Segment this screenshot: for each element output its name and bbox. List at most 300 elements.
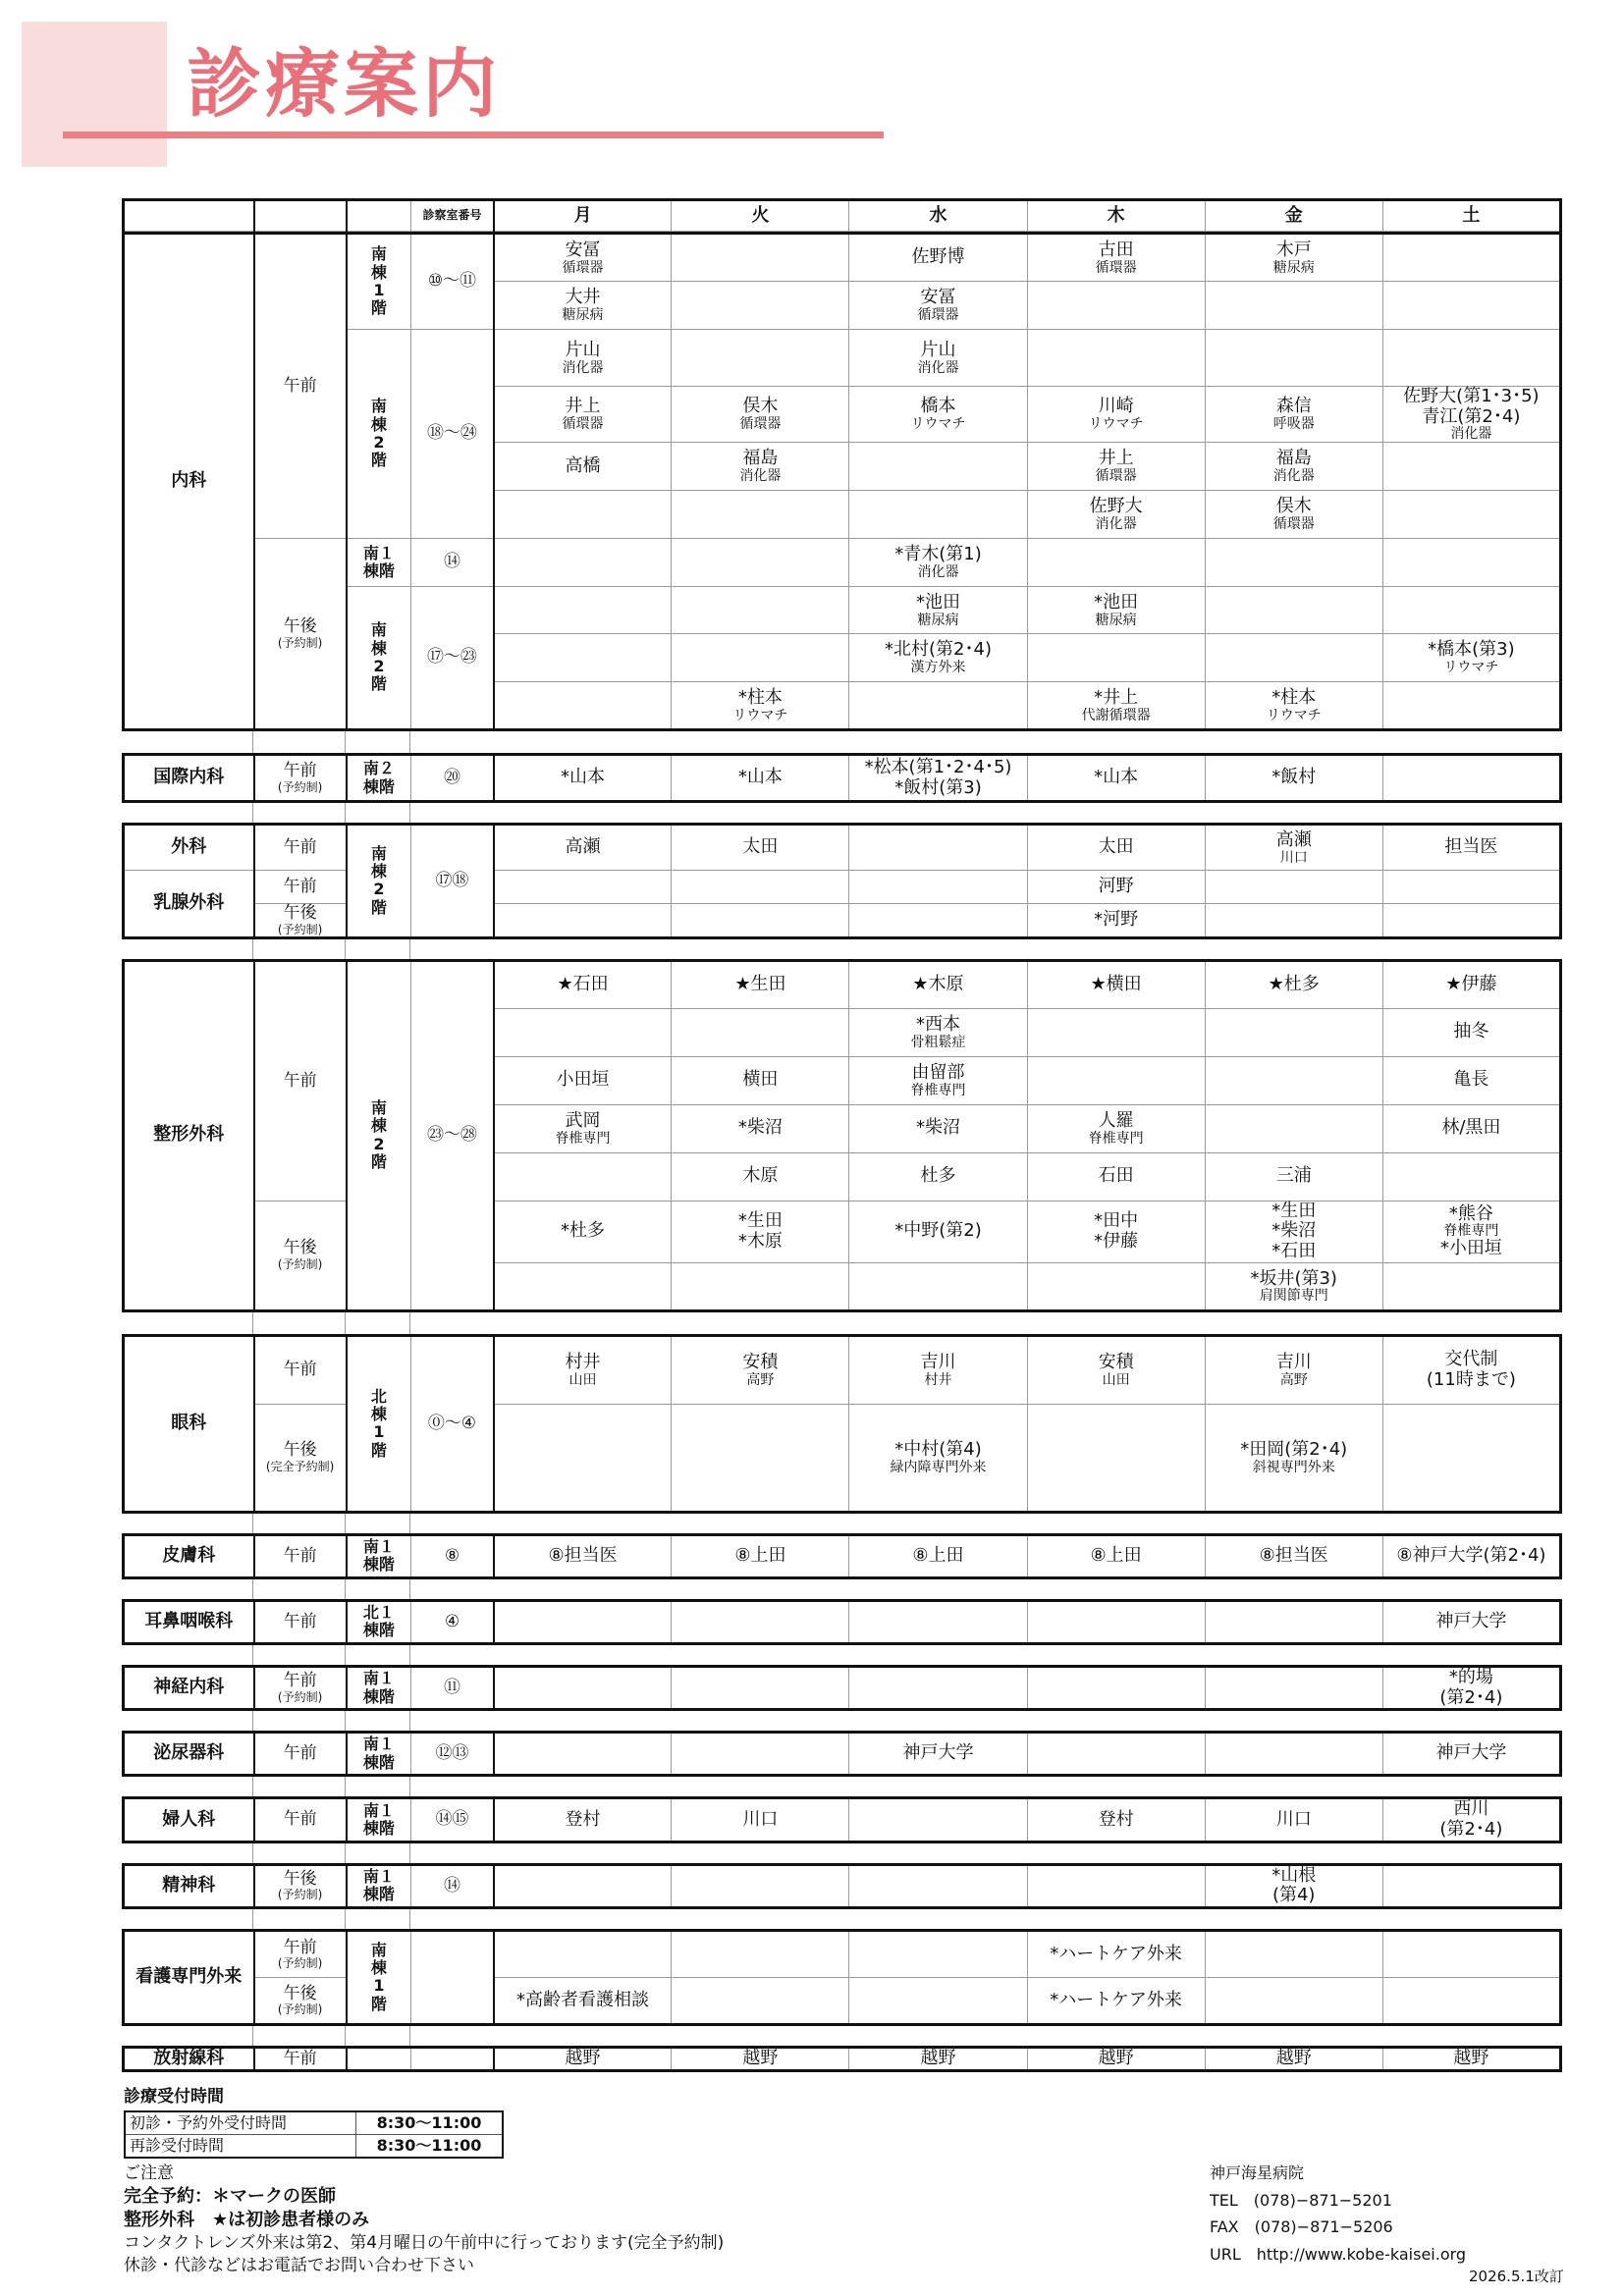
doctor-name: *伊藤 <box>1094 1230 1139 1252</box>
schedule-cell <box>494 234 672 282</box>
session-label: 午前 <box>283 1545 317 1566</box>
schedule-cell <box>1027 1008 1205 1056</box>
gap-line <box>409 2026 410 2046</box>
session-time <box>254 1600 347 1643</box>
schedule-cell <box>1027 1864 1205 1907</box>
doctor-name: *西本 <box>915 1014 960 1036</box>
schedule-cell <box>672 1600 849 1643</box>
session-label: 午前 <box>283 876 317 896</box>
department-block <box>122 1796 1562 1842</box>
doctor-name: *ハートケア外来 <box>1050 1989 1182 2010</box>
doctor-name: *柱本 <box>737 686 783 708</box>
doctor-name: 糖尿病 <box>562 307 604 323</box>
doctor-name: リウマチ <box>1266 707 1322 723</box>
table-gap <box>122 2026 1562 2046</box>
session-note: (予約制) <box>277 635 323 650</box>
schedule-cell <box>672 634 849 682</box>
building-label: 南１ 棟階 <box>362 1669 395 1706</box>
doctor-name: リウマチ <box>732 707 788 723</box>
table-gap <box>122 1579 1562 1599</box>
department-name: 看護専門外来 <box>124 1930 254 2024</box>
day-header-1: 火 <box>672 200 849 232</box>
doctor-name: 安積 <box>1098 1352 1134 1373</box>
schedule-cell <box>672 491 849 539</box>
gap-line <box>409 1843 410 1863</box>
schedule-cell <box>494 539 672 587</box>
day-header-5: 土 <box>1382 200 1560 232</box>
schedule-cell <box>494 587 672 634</box>
building-floor <box>347 2047 411 2070</box>
doctor-name: リウマチ <box>1088 416 1144 433</box>
schedule-cell <box>1027 904 1205 938</box>
table-gap <box>122 1645 1562 1665</box>
department-block <box>122 1599 1562 1645</box>
title-decoration <box>22 22 167 167</box>
schedule-cell <box>494 443 672 491</box>
gap-line <box>345 731 346 753</box>
building-label: 南 棟 1 階 <box>370 1940 387 2013</box>
doctor-name: *小田垣 <box>1439 1238 1502 1259</box>
schedule-cell <box>849 282 1027 330</box>
schedule-cell <box>1382 1335 1560 1404</box>
reception-value: 8:30〜11:00 <box>356 2134 504 2158</box>
doctor-name: 高野 <box>1279 1371 1308 1388</box>
session-time <box>254 871 347 904</box>
schedule-cell <box>672 1864 849 1907</box>
table-gap <box>122 731 1562 753</box>
doctor-name: 神戸大学 <box>1435 1611 1507 1632</box>
table-row <box>124 234 1561 282</box>
doctor-name: 片山 <box>565 339 601 360</box>
schedule-cell <box>494 871 672 904</box>
title-underline <box>63 132 884 138</box>
session-label: 午後 <box>283 1440 317 1461</box>
doctor-name: 川口 <box>1279 849 1308 866</box>
hospital-url[interactable]: URL http://www.kobe-kaisei.org <box>1210 2244 1467 2264</box>
doctor-name: 川崎 <box>1098 396 1134 417</box>
doctor-name: 高橋 <box>565 454 601 476</box>
schedule-cell <box>494 330 672 387</box>
doctor-name: (第2･4) <box>1439 1686 1503 1708</box>
schedule-cell <box>849 825 1027 871</box>
schedule-cell <box>494 1600 672 1643</box>
schedule-cell <box>1382 587 1560 634</box>
schedule-cell <box>1382 1152 1560 1201</box>
session-note: (予約制) <box>277 1257 323 1271</box>
note-contact-lens: コンタクトレンズ外来は第2、第4月曜日の午前中に行っております(完全予約制) <box>124 2233 725 2254</box>
doctor-name: *井上 <box>1094 686 1139 708</box>
schedule-cell <box>494 1798 672 1842</box>
doctor-name: ⑧担当医 <box>548 1545 618 1567</box>
doctor-name: ★杜多 <box>1268 973 1320 994</box>
header-blank <box>124 200 254 232</box>
gap-line <box>252 1777 253 1796</box>
schedule-cell <box>672 234 849 282</box>
department-name: 内科 <box>124 234 254 730</box>
schedule-cell <box>494 1930 672 1977</box>
table-gap <box>122 1514 1562 1533</box>
schedule-cell <box>849 1201 1027 1262</box>
doctor-name: *坂井(第3) <box>1250 1267 1337 1289</box>
schedule-cell <box>1205 1798 1382 1842</box>
schedule-cell <box>1205 1930 1382 1977</box>
gap-line <box>345 803 346 823</box>
table-gap <box>122 1711 1562 1731</box>
session-time <box>254 539 347 730</box>
table-row <box>124 1798 1561 1842</box>
doctor-name: 人羅 <box>1098 1110 1134 1132</box>
doctor-name: 佐野大 <box>1089 496 1143 517</box>
doctor-name: 消化器 <box>1095 516 1137 533</box>
doctor-name: (第2･4) <box>1439 1818 1503 1840</box>
schedule-cell <box>672 1008 849 1056</box>
session-note: (完全予約制) <box>265 1460 335 1474</box>
doctor-name: ★横田 <box>1090 973 1142 994</box>
session-time <box>254 1864 347 1907</box>
schedule-cell <box>1027 1534 1205 1577</box>
schedule-cell <box>1205 682 1382 730</box>
schedule-cell <box>1027 1201 1205 1262</box>
building-floor <box>347 587 411 730</box>
schedule-cell <box>1205 1864 1382 1907</box>
table-row <box>124 904 1561 938</box>
schedule-cell <box>1027 282 1205 330</box>
schedule-cell <box>849 330 1027 387</box>
schedule-cell <box>672 960 849 1008</box>
schedule-cell <box>1027 587 1205 634</box>
doctor-name: 井上 <box>565 396 601 417</box>
schedule-cell <box>849 234 1027 282</box>
table-row <box>124 960 1561 1008</box>
table-row <box>124 1930 1561 1977</box>
caution-label: ご注意 <box>124 2163 174 2183</box>
doctor-name: 安冨 <box>920 287 956 308</box>
schedule-cell <box>1027 539 1205 587</box>
doctor-name: 緑内障専門外来 <box>890 1459 987 1475</box>
schedule-cell <box>1027 1262 1205 1310</box>
schedule-cell <box>1382 491 1560 539</box>
revision-date: 2026.5.1改訂 <box>1469 2268 1564 2285</box>
session-time <box>254 960 347 1201</box>
schedule-cell <box>672 1201 849 1262</box>
session-note: (予約制) <box>277 2002 323 2017</box>
session-label: 午前 <box>283 1611 317 1631</box>
table-row <box>124 1335 1561 1404</box>
schedule-cell <box>494 1733 672 1776</box>
schedule-cell <box>672 1930 849 1977</box>
session-label: 午後 <box>283 1983 317 2003</box>
table-gap <box>122 1909 1562 1929</box>
doctor-name: 大井 <box>565 287 601 308</box>
schedule-cell <box>849 634 1027 682</box>
session-time <box>254 234 347 539</box>
schedule-cell <box>672 1056 849 1104</box>
doctor-name: 福島 <box>742 448 779 469</box>
schedule-cell <box>1205 1600 1382 1643</box>
session-label: 午前 <box>283 836 317 857</box>
doctor-name: 山田 <box>568 1371 597 1388</box>
session-time <box>254 1534 347 1577</box>
gap-line <box>345 939 346 959</box>
schedule-cell <box>1382 1056 1560 1104</box>
schedule-cell <box>1027 1733 1205 1776</box>
schedule-cell <box>494 1404 672 1512</box>
schedule-cell <box>1205 1152 1382 1201</box>
schedule-cell <box>849 1930 1027 1977</box>
building-label: 南 棟 2 階 <box>370 397 387 470</box>
doctor-name: *池田 <box>915 591 960 613</box>
doctor-name: 斜視専門外来 <box>1252 1459 1335 1475</box>
department-name: 乳腺外科 <box>124 871 254 938</box>
schedule-cell <box>1382 1930 1560 1977</box>
session-time <box>254 2047 347 2070</box>
building-floor <box>347 1666 411 1709</box>
doctor-name: 太田 <box>742 836 779 858</box>
doctor-name: *生田 <box>1271 1200 1317 1221</box>
building-label: 南１ 棟階 <box>362 1800 395 1838</box>
department-name: 精神科 <box>124 1864 254 1907</box>
doctor-name: *山根 <box>1271 1864 1317 1886</box>
schedule-cell <box>1205 491 1382 539</box>
doctor-name: 西川 <box>1453 1798 1489 1820</box>
building-floor <box>347 755 411 802</box>
schedule-cell <box>1382 825 1560 871</box>
gap-line <box>409 1777 410 1796</box>
doctor-name: 循環器 <box>917 307 959 323</box>
gap-line <box>345 1579 346 1599</box>
schedule-cell <box>494 1262 672 1310</box>
schedule-cell <box>494 904 672 938</box>
department-block <box>122 959 1562 1312</box>
schedule-cell <box>494 1104 672 1152</box>
session-label: 午後 <box>283 903 317 924</box>
building-floor <box>347 330 411 539</box>
schedule-cell <box>849 1798 1027 1842</box>
schedule-cell <box>494 634 672 682</box>
schedule-cell <box>1382 1666 1560 1709</box>
gap-line <box>345 1711 346 1731</box>
schedule-cell <box>672 282 849 330</box>
schedule-cell <box>1382 1404 1560 1512</box>
schedule-cell <box>1205 539 1382 587</box>
session-note: (予約制) <box>277 1956 323 1971</box>
doctor-name: 循環器 <box>562 259 604 276</box>
page-title: 診療案内 <box>187 40 501 128</box>
doctor-name: 山田 <box>1102 1371 1130 1388</box>
session-label: 午前 <box>283 1937 317 1957</box>
schedule-cell <box>1382 282 1560 330</box>
doctor-name: 糖尿病 <box>917 612 959 628</box>
doctor-name: 川口 <box>742 1808 779 1830</box>
doctor-name: 神戸大学 <box>1435 1742 1507 1764</box>
doctor-name: (第4) <box>1271 1885 1316 1906</box>
schedule-cell <box>849 1008 1027 1056</box>
reception-label: 再診受付時間 <box>125 2134 356 2158</box>
doctor-name: 由留部 <box>911 1062 965 1084</box>
doctor-name: 循環器 <box>739 416 782 433</box>
table-row <box>124 2047 1561 2070</box>
schedule-cell <box>672 871 849 904</box>
schedule-cell <box>849 1733 1027 1776</box>
schedule-cell <box>1027 1798 1205 1842</box>
doctor-name: 消化器 <box>1272 468 1315 485</box>
schedule-cell <box>494 1864 672 1907</box>
schedule-cell <box>1205 387 1382 443</box>
schedule-cell <box>672 330 849 387</box>
room-number: ⑫⑬ <box>411 1733 494 1776</box>
doctor-name: 消化器 <box>917 564 959 581</box>
schedule-cell <box>849 443 1027 491</box>
building-floor <box>347 1733 411 1776</box>
schedule-cell <box>672 755 849 802</box>
schedule-cell <box>494 825 672 871</box>
schedule-cell <box>494 1534 672 1577</box>
schedule-cell <box>672 2047 849 2070</box>
doctor-name: 交代制 <box>1444 1349 1498 1370</box>
table-row <box>124 1404 1561 1512</box>
schedule-cell <box>1027 1404 1205 1512</box>
schedule-cell <box>672 1733 849 1776</box>
schedule-cell <box>849 755 1027 802</box>
building-label: 北 棟 1 階 <box>370 1386 387 1460</box>
schedule-cell <box>1205 1534 1382 1577</box>
department-block <box>122 1929 1562 2026</box>
doctor-name: 消化器 <box>917 359 959 376</box>
gap-line <box>345 1843 346 1863</box>
schedule-cell <box>849 2047 1027 2070</box>
department-block <box>122 1533 1562 1579</box>
day-header-4: 金 <box>1205 200 1382 232</box>
doctor-name: 安積 <box>742 1352 779 1373</box>
schedule-cell <box>849 682 1027 730</box>
table-gap <box>122 1777 1562 1796</box>
schedule-cell <box>1382 1864 1560 1907</box>
schedule-cell <box>1205 1733 1382 1776</box>
schedule-cell <box>849 1864 1027 1907</box>
room-number: ⑰⑱ <box>411 825 494 938</box>
schedule-cell <box>1382 904 1560 938</box>
doctor-name: 亀長 <box>1453 1069 1489 1091</box>
session-time <box>254 1977 347 2024</box>
schedule-cell <box>1205 1104 1382 1152</box>
doctor-name: 循環器 <box>562 416 604 433</box>
department-name: 泌尿器科 <box>124 1733 254 1776</box>
schedule-cell <box>1382 1534 1560 1577</box>
doctor-name: *柴沼 <box>737 1117 783 1139</box>
gap-line <box>409 803 410 823</box>
schedule-cell <box>1382 871 1560 904</box>
doctor-name: リウマチ <box>910 416 966 433</box>
schedule-cell <box>1027 755 1205 802</box>
schedule-cell <box>672 443 849 491</box>
table-gap <box>122 803 1562 823</box>
building-floor <box>347 1335 411 1512</box>
table-row <box>124 1534 1561 1577</box>
room-number: ⓪〜④ <box>411 1335 494 1512</box>
schedule-cell <box>1205 871 1382 904</box>
table-row <box>124 755 1561 802</box>
doctor-name: 高瀬 <box>1275 828 1312 850</box>
doctor-name: 青江(第2･4) <box>1422 405 1521 427</box>
schedule-cell <box>1382 634 1560 682</box>
doctor-name: 石田 <box>1098 1165 1134 1187</box>
building-floor <box>347 1864 411 1907</box>
doctor-name: 森信 <box>1275 396 1312 417</box>
schedule-cell <box>849 1977 1027 2024</box>
doctor-name: 肩関節専門 <box>1259 1288 1328 1305</box>
doctor-name: 神戸大学 <box>902 1742 974 1764</box>
schedule-cell <box>1382 387 1560 443</box>
schedule-cell <box>494 2047 672 2070</box>
gap-line <box>409 939 410 959</box>
building-floor <box>347 539 411 587</box>
doctor-name: 循環器 <box>1095 468 1137 485</box>
gap-line <box>252 1909 253 1929</box>
hospital-fax: FAX (078)−871−5206 <box>1210 2217 1393 2237</box>
schedule-cell <box>494 491 672 539</box>
gap-line <box>252 731 253 753</box>
session-time <box>254 1335 347 1404</box>
session-note: (予約制) <box>277 1888 323 1902</box>
doctor-name: 佐野大(第1･3･5) <box>1403 386 1540 406</box>
session-time <box>254 1733 347 1776</box>
table-row <box>124 1600 1561 1643</box>
doctor-name: 吉川 <box>920 1352 956 1373</box>
room-number: ⑳ <box>411 755 494 802</box>
gap-line <box>345 1514 346 1533</box>
doctor-name: 村井 <box>565 1352 601 1373</box>
session-time <box>254 1666 347 1709</box>
schedule-cell <box>849 491 1027 539</box>
schedule-cell <box>672 1977 849 2024</box>
schedule-cell <box>672 904 849 938</box>
doctor-name: 脊椎専門 <box>1443 1223 1499 1240</box>
session-label: 午前 <box>283 2048 317 2068</box>
schedule-cell <box>1027 960 1205 1008</box>
table-row <box>124 1201 1561 1262</box>
doctor-name: 太田 <box>1098 836 1134 858</box>
gap-line <box>252 803 253 823</box>
schedule-cell <box>1382 1600 1560 1643</box>
room-number <box>411 2047 494 2070</box>
gap-line <box>252 1645 253 1665</box>
schedule-cell <box>672 387 849 443</box>
schedule-cell <box>1027 234 1205 282</box>
doctor-name: 村井 <box>924 1371 952 1388</box>
doctor-name: *松本(第1･2･4･5) <box>864 756 1012 777</box>
doctor-name: *飯村(第3) <box>894 776 982 798</box>
doctor-name: ★伊藤 <box>1445 973 1497 994</box>
session-label: 午後 <box>283 1238 317 1258</box>
doctor-name: 林/黒田 <box>1441 1117 1501 1139</box>
building-label: 南１ 棟階 <box>362 543 395 581</box>
schedule-cell <box>1382 330 1560 387</box>
schedule-cell <box>494 282 672 330</box>
schedule-cell <box>1205 443 1382 491</box>
building-label: 南１ 棟階 <box>362 1536 395 1575</box>
reception-row <box>125 2111 503 2135</box>
footer-notes <box>124 2086 724 2277</box>
doctor-name: 片山 <box>920 339 956 360</box>
department-name: 国際内科 <box>124 755 254 802</box>
schedule-cell <box>494 755 672 802</box>
doctor-name: *飯村 <box>1271 767 1317 788</box>
schedule-cell <box>494 1335 672 1404</box>
doctor-name: 小田垣 <box>556 1069 610 1091</box>
schedule-cell <box>672 682 849 730</box>
doctor-name: *中村(第4) <box>894 1439 982 1461</box>
schedule-table <box>122 198 1562 2072</box>
